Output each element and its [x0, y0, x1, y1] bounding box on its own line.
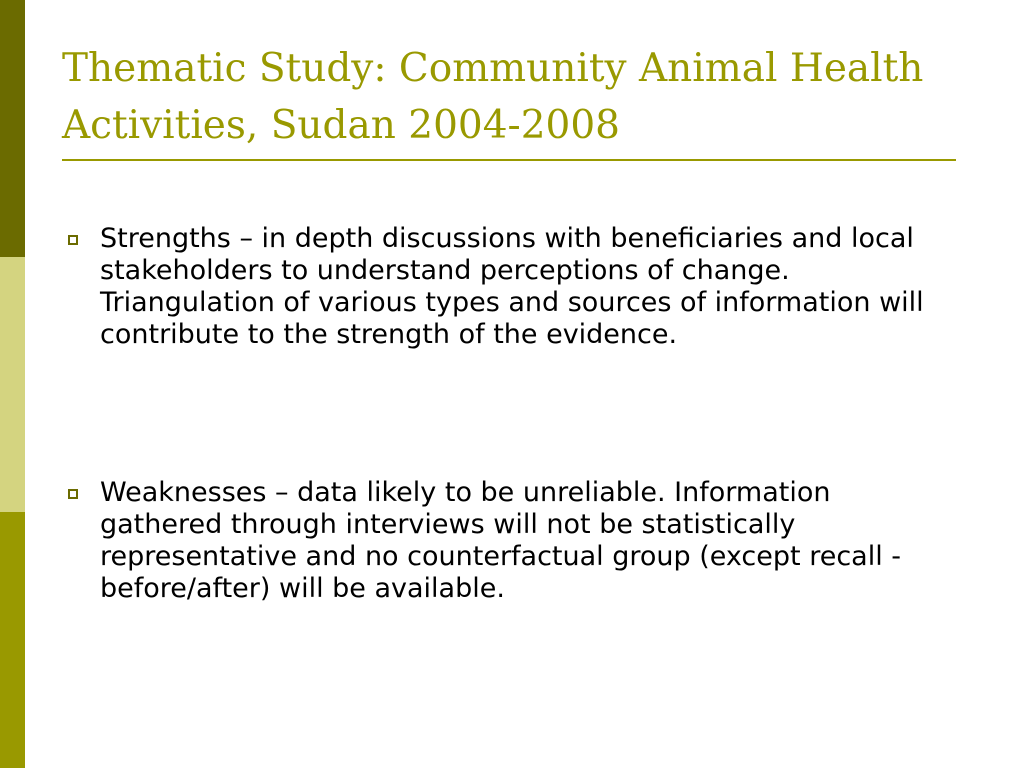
title-divider	[62, 159, 956, 161]
sidebar-band-olive	[0, 512, 25, 768]
sidebar-band-light	[0, 257, 25, 512]
bullet-item-strengths	[68, 223, 968, 351]
bullet-item-weaknesses	[68, 477, 968, 605]
sidebar-band-dark	[0, 0, 25, 257]
bullet-text: Weaknesses – data likely to be unreliable. Information gathered through interviews will not be statistically representative and no counterfactual group (except recall - before/after) will be available.	[100, 477, 902, 604]
bullet-text: Strengths – in depth discussions with beneficiaries and local stakeholders to understand perceptions of change. Triangulation of various types and sources of information will contribute to the strength of the evidence.	[100, 223, 924, 350]
square-bullet-icon	[68, 235, 78, 245]
slide-title: Thematic Study: Community Animal Health Activities, Sudan 2004-2008	[62, 46, 924, 148]
square-bullet-icon	[68, 489, 78, 499]
